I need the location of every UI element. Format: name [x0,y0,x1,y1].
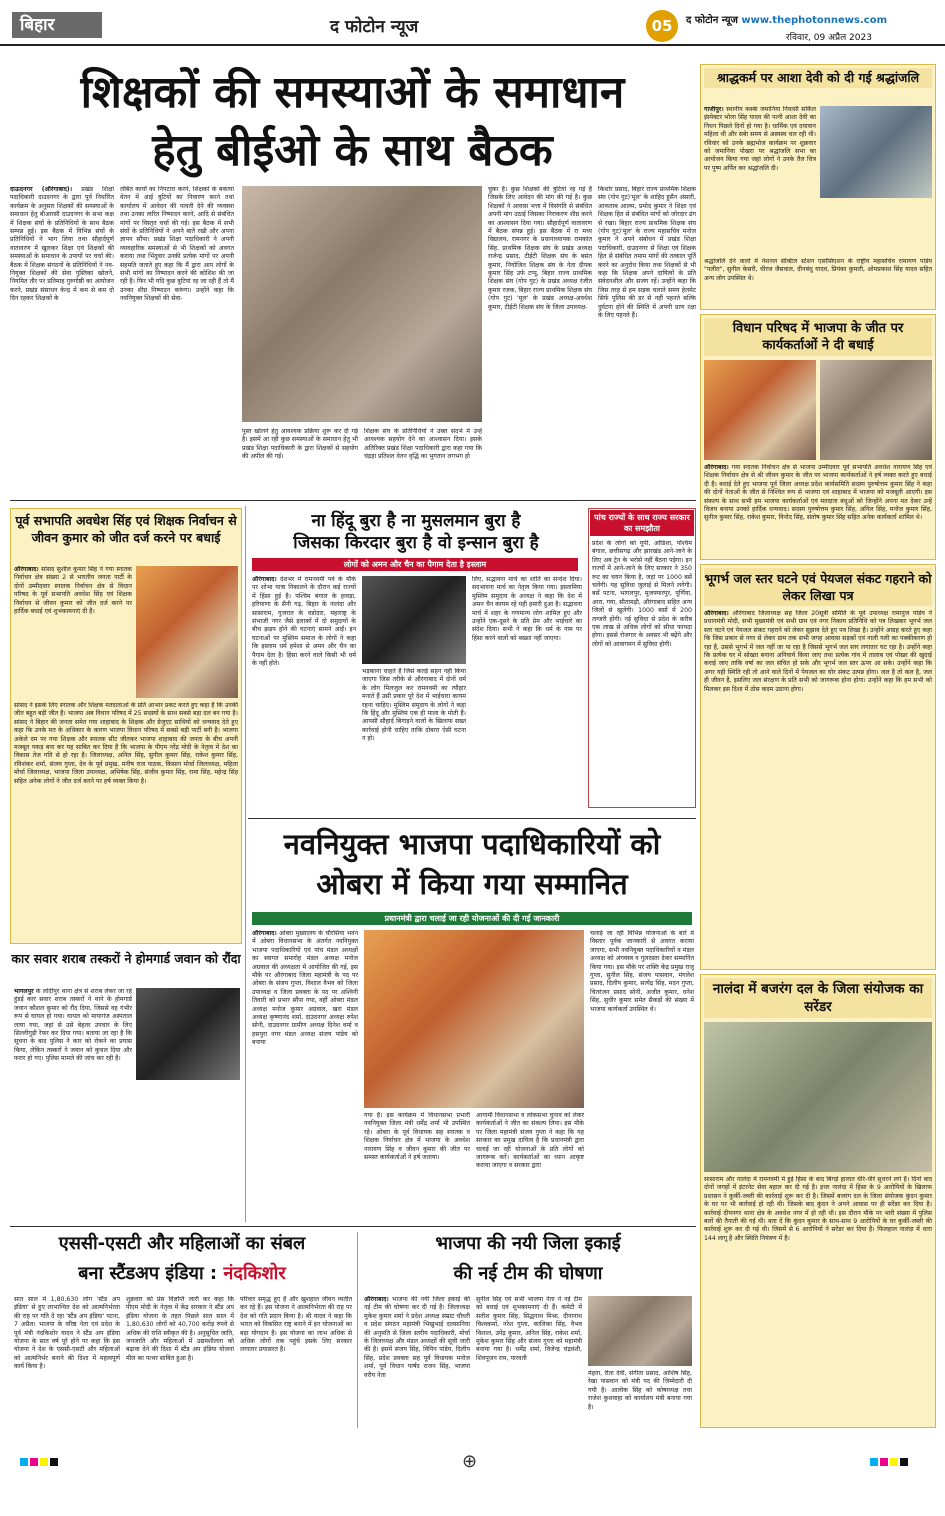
standup-col-1: सात साल में 1,80,630 लोग 'स्टैंड अप इंडिया' से हुए लाभान्वित देश को आत्मनिर्भरता की राह पर गति दे रहा 'स्टैंड अप इंडिया' पटना, 7 अप्रैल। भाजपा के वरिष्ठ नेता एवं प्रदेश के पूर्व मंत्री नंदकिशोर यादव ने स्टैंड अप इंडिया योजना के सात वर्ष पूरे होने पर कहा कि इस योजना ने देश के एससी-एसटी और महिलाओं को आत्मनिर्भर बनाने की दिशा में महत्वपूर्ण कार्य किया है। [14,1296,120,1371]
sammanit-strap: प्रधानमंत्री द्वारा चलाई जा रही योजनाओं की दी गई जानकारी [252,912,692,925]
sammanit-headline-1: नवनियुक्त भाजपा पदाधिकारियों को [283,827,661,861]
nalanda-photo [704,1022,932,1172]
homeguard-body [14,988,132,1084]
harmony-photo [362,576,466,664]
site-url[interactable]: www.thephotonnews.com [741,15,888,26]
candidate-photo-2 [820,360,932,460]
team-dateline: औरंगाबाद। [364,1296,389,1303]
standup-headline-2a: बना स्टैंडअप इंडिया : [78,1263,218,1284]
bhugarbh-dateline: औरंगाबाद। [704,610,729,617]
standup-col-3: परिवार समृद्ध हुए हैं और खुशहाल जीवन व्यतीत कर रहे हैं। इस योजना ने आत्मनिर्भरता की राह पर देश को गति प्रदान किया है। श्री यादव ने कहा कि भारत को विकसित राष्ट्र बनाने में इन योजनाओं का बड़ा योगदान है। इस योजना का लाभ अधिक से अधिक लोगों तक पहुंचे इसके लिए सरकार लगातार प्रयासरत है। [240,1296,352,1354]
homeguard-headline: कार सवार शराब तस्करों ने होमगार्ड जवान को रौंदा [11,951,241,966]
rule-lead [10,500,696,501]
awadhesh-body-1-text: सांसद सुशील कुमार सिंह ने गया स्नातक निर्वाचन क्षेत्र संख्या 2 से भारतीय जनता पार्टी के दोनों उम्मीदवार स्नातक निर्वाचन क्षेत्र से विधान परिषद के पूर्व सभापति अवधेश सिंह एवं शिक्षक निर्वाचन से जीवन कुमार को जीत दर्ज करने पर हार्दिक बधाई एवं शुभकामनाएं दी है। [14,566,132,616]
bhugarbh-body-text: औरंगाबाद जिलाध्यक्ष सह जिला 20सूत्री समिति के पूर्व उपाध्यक्ष रामानुज पांडेय ने प्रधानमंत्री मोदी, सभी मुख्यमंत्री एवं सभी ग्राम एवं नगर निकाय प्रतिनिधि को पत्र लिखकर भूगर्भ जल स्तर घटने एवं पेयजल संकट गहराने को लेकर सुझाव देते हुए पत्र लिखा है। उन्होंने आग्रह करते हुए कहा कि जिस प्रकार से नगर से लेकर ग्राम तक सभी जगह आवास सड़कों एवं नाली गली का पक्कीकरण हो रहा है, उससे भूगर्भ में जल नहीं जा पा रहा है जिससे भूगर्भ जल स्तर लगातार घट रहा है। उन्होंने कहा कि प्रत्येक घर में सोख्ता बनाना अनिवार्य किया जाए तथा प्रत्येक गांव में तालाब एवं पोखर की खुदाई कराई जाए ताकि वर्षा का जल संचित हो सके और भूगर्भ जल स्तर ऊपर आ सके। उन्होंने कहा कि अगर यही स्थिति रही तो आने वाले दिनों में पेयजल का घोर संकट उत्पन्न होगा। जल है तो कल है, जल ही जीवन है, इसलिए जल संरक्षण के प्रति सभी को जागरूक होना होगा। उन्होंने कहा कि हम सभी को मिलकर इस दिशा में ठोस कदम उठाना होगा। [704,610,932,693]
shraddhakarm-body-1 [704,106,816,256]
team-col-3: मेहता, रीता देवी, संगीता प्रसाद, आशिष सिंह, रेखा पासवान को मंत्री पद की जिम्मेदारी दी गयी है। आलोक सिंह को कोषाध्यक्ष तथा राजेश कुशवाहा को कार्यालय मंत्री बनाया गया है। [588,1370,692,1411]
shraddhakarm-headline: श्राद्धकर्म पर आशा देवी को दी गई श्रद्धांजलि [704,68,932,88]
harmony-headline-1: ना हिंदू बुरा है ना मुसलमान बुरा है [311,511,521,531]
page-number: 05 [646,10,678,42]
harmony-headline-2: जिसका किरदार बुरा है वो इन्सान बुरा है [293,533,539,553]
awadhesh-dateline: औरंगाबाद। [14,566,39,573]
nalanda-headline: नालंदा में बजरंग दल के जिला संयोजक का सरेंडर [704,978,932,1018]
lead-col-3: पुस्त खोलने हेतु आवश्यक प्रक्रिया शुरू कर दी गई है। इसमें आ रही कुछ समस्याओं के समाधान हेतु भी प्रखंड शिक्षा पदाधिकारी के द्वारा शिक्षकों से सहयोग की अपील की गई। [242,428,358,461]
rule-col-bottom [357,1232,358,1428]
sammanit-col-1-text: ओबरा मुख्यालय के चौरसिया भवन में ओबरा विधानसभा के अंतर्गत नवनियुक्त भाजपा पदाधिकारियों एवं पांच मंडल अध्यक्षों का स्वागत समारोह मंडल अध्यक्ष मनोज अग्रवाल की अध्यक्षता में आयोजित की गई, इस मौके पर औरंगाबाद जिला महामंत्री के पद पर ओबरा के संजय गुप्ता, विशाल वैभव को जिला उपाध्यक्ष व जिला प्रवक्ता के पद पर अश्विनी तिवारी को प्रभार सौंपा गया, वहीं ओबरा मंडल अध्यक्ष मनोज कुमार अग्रवाल, खरा मंडल अध्यक्ष कृष्णानंद शर्मा, दाउदनगर अध्यक्ष रुपेश सोनी, दाउदनगर ग्रामीण अध्यक्ष दिनेश वर्मा व हसपुरा नगर मंडल अध्यक्ष संजय पांडेय को बनाया [252,930,358,1047]
shraddhanjali-photo [820,106,932,198]
lead-col-1-text: प्रखंड शिक्षा पदाधिकारी दाउदनगर के द्वारा पूर्व निर्धारित कार्यक्रम के अनुसार शिक्षकों की समस्याओं के समाधान हेतु बीआरसी दाउदनगर के सभा कक्ष में शिक्षक संघों के प्रतिनिधियों के साथ बैठक सम्पन्न हुई। इस बैठक में विभिन्न संघों के प्रतिनिधियों ने भाग लिया तथा सौहार्दपूर्ण वातावरण में खुलकर शिक्षा एवं शिक्षकों की समस्याओं के समाधान के उपायों पर चर्चा की। बैठक में शिक्षक संगठनों के प्रतिनिधियों ने नव-नियुक्त शिक्षकों की सेवा पुस्तिका खोलने, नियमित तौर पर प्रतिमाह गुरुगोष्ठी का आयोजन करने, प्रखंड संसाधन केन्द्र में कम से कम दो दिन रहकर शिक्षकों के [10,186,114,303]
yellow-mark [40,1458,48,1466]
print-marks [0,1442,945,1516]
rule-col-left [245,506,246,1222]
sammanit-dateline: औरंगाबाद। [252,930,277,937]
site-prefix: द फोटोन न्यूज [686,15,738,26]
lead-col-1 [10,186,114,496]
rule-mid [248,818,696,819]
vidhan-parishad-dateline: औरंगाबाद। [704,464,729,471]
standup-col-2: शुक्रवार को प्रेस विज्ञप्ति जारी कर कहा कि पीएम मोदी के नेतृत्व में केंद्र सरकार ने स्टैंड अप इंडिया योजना के तहत पिछले सात साल में 1,80,630 लोगों को 40,700 करोड़ रुपये से अधिक की राशि स्वीकृत की है। अनुसूचित जाति, जनजाति और महिलाओं में उद्यमशीलता को बढ़ावा देने की दिशा में स्टैंड अप इंडिया योजना मील का पत्थर साबित हुआ है। [126,1296,234,1362]
masthead: द फोटोन न्यूज [330,17,419,37]
cyan-mark [20,1458,28,1466]
yellow-mark-right [890,1458,898,1466]
registration-mark: ⊕ [462,1451,478,1472]
team-headline-1: भाजपा की नयी जिला इकाई [435,1233,621,1254]
awadhesh-body-2: सांसद ने इसके लिए स्नातक और शिक्षक मतदाताओं के प्रति आभार प्रकट करते हुए कहा है कि उनकी जीत बहुत बड़ी जीत है। भाजपा अब विधान परिषद में 25 सदस्यों के साथ सबसे बड़ा दल बन गया है। सांसद ने बिहार की जनता समेत गया शाहाबाद के शिक्षक और ग्रेजुएट साथियों को धन्यवाद देते हुए कहा कि उनके मत के अधिकार के कारण भाजपा विधान परिषद में सबसे बड़ी पार्टी बनी है। भाजपा अकेले दम पर गया शिक्षक और स्नातक सीट जीतकर भाजपा शाहाबाद की जनता के बीच अपनी मजबूत पकड़ बना कर यह साबित कर दिया है कि भाजपा के पीएम नरेंद्र मोदी के नेतृत्व में देश का विकास तेज गति से हो रहा है। जिलाध्यक्ष, अनिल सिंह, सुनील कुमार सिंह, राकेश कुमार सिंह, रविशंकर शर्मा, संजय गुप्ता, देव के पूर्व प्रमुख, मनीष राज पाठक, किसान मोर्चा जिलाध्यक्ष, महिला मोर्चा जिलाध्यक्ष, भाजपा जिला उपाध्यक्ष, अभिषेक सिंह, संजीव कुमार सिंह, रामा सिंह, महेन्द्र सिंह सहित अनेक लोगों ने जीत दर्ज करने पर हर्ष व्यक्त किया है। [14,702,238,785]
sammanit-photo [364,930,584,1108]
section-tag: बिहार [12,12,102,38]
black-mark [50,1458,58,1466]
vidhan-parishad-body-text: गया स्नातक निर्वाचन क्षेत्र से भाजपा उम्मीदवार पूर्व सभापति अवधेश नारायण सिंह एवं शिक्षक निर्वाचन क्षेत्र से श्री जीवन कुमार के जीत पर भाजपा कार्यकर्ताओं ने हर्ष व्यक्त करते हुए बधाई दी है। बधाई देते हुए भाजपा पूर्व जिला अध्यक्ष प्रदेश कार्यसमिति सदस्य पुरुषोत्तम कुमार सिंह ने कहा की दोनों नेताओं के जीत से निश्चित रूप से भाजपा एवं शाहाबाद में भाजपा को मजबूती आएगी। इस संकल्प के साथ सभी हम भाजपा कार्यकर्ताओं एवं मतदाता बंधुओं को जिन्होंने अपना मत देकर उन्हें विजय बनाया उनको हार्दिक धन्यवाद। सदस्य पुरुषोत्तम कुमार सिंह, अनिल सिंह, मनोज कुमार सिंह, सुनील कुमार सिंह, राकेश कुमार, विनोद सिंह, संतोष कुमार सिंह सहित अनेक कार्यकर्ता शामिल थे। [704,464,932,522]
harmony-dateline: औरंगाबाद। [252,576,277,583]
harmony-col-1-text: देशभर में रामनवमी पर्व के मौके पर शोभा यात्रा निकालने के दौरान कई राज्यों में हिंसा हुई है। पश्चिम बंगाल के हावड़ा, हरियाणा के सैनी गढ़, बिहार के नालंदा और सासाराम, गुजरात के वडोदरा, महाराष्ट्र के संभाजी नगर जैसे इलाकों में दो समुदायों के बीच झड़प होने की घटनाएं सामने आईं। इन घटनाओं पर मुस्लिम समाज के लोगों ने कहा कि इस्लाम धर्म हमेशा से अमन और चैन का पैगाम देता है। हिंसा करने वाले किसी भी धर्म के नहीं होते। [252,576,356,668]
meeting-photo [242,186,482,422]
nalanda-body: सासाराम और नालंदा में रामनवमी में हुई हिंसा के बाद बिगड़े हालात धीरे-धीरे सुधरने लगे हैं। दिनों बाद दोनों जगहों में इंटरनेट सेवा बहाल कर दी गई है। इधर नालंदा में हिंसा के 9 आरोपियों के खिलाफ प्रशासन ने कुर्की-जब्ती की कार्रवाई शुरू कर दी है। जिसमें बजरंग दल के जिला संयोजक कुंदन कुमार के घर पर भी कार्रवाई हो रही थी। जिसके बाद कुंदन ने अपने आवास पर ही सरेंडर कर दिया है। कार्रवाई दीपनगर थाना क्षेत्र के अवधेश नगर में हो रही थी। इस दौरान मौके पर भारी संख्या में पुलिस बलों की तैनाती की गई थी। बता दें कि कुंदन कुमार के साथ-साथ 9 आरोपियों के घर कुर्की-जब्ती की कार्रवाई शुरू कर दी गई थी। जिसमें से 6 आरोपियों ने सरेंडर कर दिया है। फिलहाल नालंदा में धारा 144 लागू है और स्थिति नियंत्रण में है। [704,1176,932,1242]
standup-headline-1: एससी-एसटी और महिलाओं का संबल [58,1233,306,1254]
awadhesh-body-1 [14,566,132,698]
sammanit-col-3: आगामी विधानसभा व लोकसभा चुनाव को लेकर कार्यकर्ताओं ने जीत का संकल्प लिया। इस मौके पर जिला महामंत्री संजय गुप्ता ने कहा कि यह सरकार का प्रमुख दायित्व है कि प्रधानमंत्री द्वारा चलाई जा रही योजनाओं के प्रति लोगों को जागरूक करें। कार्यकर्ताओं का ध्यान आकृष्ट कराया जाएगा व सरकार द्वारा [476,1112,584,1170]
candidate-photo-1 [704,360,816,460]
five-states-body: प्रदेश के लोगों को यूपी, ओडिशा, पश्चिम बंगाल, छत्तीसगढ़ और झारखंड आने-जाने के लिए अब ट्रेन के भरोसे नहीं बैठना पड़ेगा। इन राज्यों में आने-जाने के लिए सरकार ने 350 रूट का चयन किया है, जहां पर 1000 बसें चलेंगी। यह सुविधा जुलाई से मिलने लगेगी। बसें पटना, भागलपुर, मुजफ्फरपुर, पूर्णिया, आरा, गया, सीतामढ़ी, औरंगाबाद सहित अन्य जिलों से खुलेंगी। 1000 बसों में 200 लग्जरी होंगी। नई सुविधा से प्रदेश के करीब एक लाख से अधिक लोगों को सीधा फायदा होगा। इससे रोजगार के अवसर भी बढ़ेंगे और लोगों को आवागमन में सुविधा होगी। [592,540,692,648]
harmony-col-2: भड़काना चाहते हैं जिसे कतई सहन नहीं किया जाएगा जिस तरीके से औरंगाबाद में दोनों धर्म के लोग मिलजुल कर रामनवमी का त्यौहार मनाते हैं उसी प्रकार पूरे देश में भाईचारा कायम रहना चाहिए। मुस्लिम समुदाय के लोगों ने कहा कि हिंदू और मुस्लिम एक ही माला के मोती हैं। आपसी सौहार्द बिगाड़ने वालों के खिलाफ सख्त कार्रवाई होनी चाहिए ताकि दोबारा ऐसी घटना न हो। [362,668,466,743]
homeguard-dateline: भागलपुर [14,988,34,995]
sammanit-headline-2: ओबरा में किया गया सम्मानित [316,867,628,901]
homeguard-photo [136,988,240,1080]
team-col-1-text: भाजपा की नयी जिला इकाई की नई टीम की घोषणा कर दी गई है। जिलाध्यक्ष मुकेश कुमार शर्मा ने प्रदेश अध्यक्ष सम्राट चौधरी व प्रदेश संगठन महामंत्री भिखुभाई दलसानिया की अनुमति से जिला स्तरीय पदाधिकारी, मोर्चा के जिलाध्यक्ष और मंडल अध्यक्षों की सूची जारी की है। इसमें संजय सिंह, विपिन पांडेय, दिलीप सिंह, प्रदेश प्रवक्ता सह पूर्व विधायक मनोज शर्मा, पूर्व विधान पार्षद राजन सिंह, भाजपा वरीय नेता [364,1296,470,1379]
issue-date: रविवार, 09 अप्रैल 2023 [786,33,872,43]
lead-col-4: शिक्षक संघ के प्रतिनिधियों ने उक्त संदर्भ में उन्हें आवश्यक सहयोग देने का आश्वासन दिया। इसके अतिरिक्त प्रखंड शिक्षा पदाधिकारी द्वारा कहा गया कि चंद्रहा प्रतिशत वेतन वृद्धि का भुगतान लगभग हो [364,428,482,461]
awadhesh-headline: पूर्व सभापति अवधेश सिंह एवं शिक्षक निर्वाचन से जीवन कुमार को जीत दर्ज करने पर बधाई [15,513,237,545]
harmony-col-1 [252,576,356,806]
lead-col-2: लंबित कार्यों का निपटारा करने, शिक्षकों के बकाया वेतन में आई त्रुटियों का निवारण करने तथा कार्यालय में आवेदन की पावती देने की व्यवस्था तथा उनका त्वरित निष्पादन करने, आदि से संबंधित मांगों पर विस्तृत चर्चा की गई। इस बैठक में सभी संघों के प्रतिनिधियों ने अपने बातें रखी और अपना ज्ञापन सौंपा। प्रखंड शिक्षा पदाधिकारी ने अपनी व्यावहारिक समस्याओं से भी शिक्षकों को अवगत कराया तथा भिंदुवार उनकी प्रत्येक मांगों पर अपनी सहमति जताते हुए कहा कि मैं द्वारा आप लोगों के सभी मांगों का निष्पादन करने की कोशिश की जा रही है। फिर भी यदि कुछ त्रुटियां रह जा रही हैं तो मैं उनका शीघ्र निष्पादन करूंगा। उन्होंने कहा कि नवनियुक्त शिक्षकों की सेवा- [120,186,234,303]
cyan-mark-right [870,1458,878,1466]
lead-col-5: चुका है। कुछ शिक्षकों की त्रुटियां रह गई हैं जिसके लिए आवेदन की मांग की गई है। कुछ शिक्षकों ने आवास भत्ता में विसंगति से संबंधित अपनी मांग उठाई जिसका निराकरण शीघ्र करने का आश्वासन दिया गया। सौहार्दपूर्ण वातावरण में बैठक संपन्न हुई। इस बैठक में रा मध्य विद्यालय, रामनगर के प्रधानाध्यापक रामकांत सिंह, प्राथमिक शिक्षक संघ के प्रखंड अध्यक्ष राजेन्द्र प्रसाद, टीईटी शिक्षक संघ के बसंत कुमार, नियोजित शिक्षक संघ के नेता दीपक कुमार सिंह उर्फ टप्पू, बिहार राज्य प्राथमिक शिक्षक संघ (गोप गुट) के प्रखंड अध्यक्ष रंजीत कुमार रजक, बिहार राज्य प्राथमिक शिक्षक संघ (गोप गुट) 'मूल' के प्रखंड अध्यक्ष-अवधेश कुमार, टीईटी शिक्षक संघ के जिला उपाध्यक्ष- [488,186,592,311]
awadhesh-photo [136,566,238,698]
shraddhakarm-dateline: गाजीपुर। [704,106,724,113]
team-col-1 [364,1296,470,1428]
team-col-2: सुनील सिंह एवं सभी भाजपा नेता ने नई टीम को बधाई एवं शुभकामनाएं दी हैं। कमेटी में सतीश कुमार सिंह, सिद्धनाथ मिश्रा, दीनानाथ विश्वकर्मा, नरेश गुप्ता, कालिका सिंह, वैभव विशाल, उपेंद्र कुमार, अनिल सिंह, राकेश शर्मा, मुकेश कुमार सिंह और संजय गुप्ता को महामंत्री बनाया गया है। धर्मेंद्र शर्मा, विजेन्द्र चंद्रवंशी, शिवपूजन राम, पारवती [476,1296,582,1362]
sammanit-col-1 [252,930,358,1222]
black-mark-right [900,1458,908,1466]
harmony-col-3: लिए, सद्भावना मार्च का शांति का सन्देश दिया। सदभावना मार्च का नेतृत्व किया गया। इस्लामिया मुस्लिम समुदाय के अध्यक्ष ने कहा कि देश में अमन चैन कायम रहे यही हमारी दुआ है। सद्भावना मार्च में शहर के गणमान्य लोग शामिल हुए और उन्होंने एक-दूसरे के प्रति प्रेम और भाईचारे का संदेश दिया। सभी ने कहा कि धर्म के नाम पर हिंसा करने वालों को बख्शा नहीं जाएगा। [472,576,582,642]
bhugarbh-headline: भूगर्भ जल स्तर घटने एवं पेयजल संकट गहराने को लेकर लिखा पत्र [704,568,932,606]
vidhan-parishad-body [704,464,932,556]
shraddhakarm-body-1-text: स्थानीय कस्बेा जमानिया निवासी सर्किल इंस्पेक्टर भोला सिंह यादव की पत्नी आशा देवी का निधन पिछले दिनों हो गया है। धार्मिक एवं दयावान महिला थी और सबेा समय से अस्वस्थ चल रही थी। रविवार को उनके ब्रह्मभोज कार्यक्रम पर शुक्रवार को जमानिया पोखरा पर श्रद्धांजलि सभा का आयोजन किया गया जहां लोगों ने उनके तैल चित्र पर पुष्प अर्पित कर श्रद्धांजलि दी। [704,106,816,172]
sammanit-col-2: गया है। इस कार्यक्रम में विधानसभा प्रभारी नवनियुक्त जिला मंत्री धर्मेंद्र शर्मा भी उपस्थित रहे। ओबरा के पूर्व विधायक सह स्नातक व शिक्षक निर्वाचन क्षेत्र में भाजपा के अवधेश नारायण सिंह व जीवन कुमार की जीत पर समस्त कार्यकर्ताओं ने हर्ष जताया। [364,1112,470,1162]
team-headline-2: की नई टीम की घोषणा [453,1263,603,1284]
lead-dateline: दाऊदनगर (औरंगाबाद)। [10,186,73,193]
harmony-strap: लोगों को अमन और चैन का पैगाम देता है इस्लाम [252,558,578,571]
lead-headline-2: हेतु बीईओ के साथ बैठक [152,125,553,176]
magenta-mark [30,1458,38,1466]
team-photo [588,1296,692,1366]
standup-headline-2 [10,1262,354,1286]
homeguard-body-text: के लोदीपुर थाना क्षेत्र से शराब लेकर जा रहे हुंडई कार सवार शराब तस्करों ने थाने के होमगार्ड जवान कौशल कुमार को रौंद दिया, जिससे वह गंभीर रूप से घायल हो गया। घायल को मायागंज अस्पताल लाया गया, जहां से उसे बेहतर उपचार के लिए सिल्लीगुड़ी रेफर कर दिया गया। बताया जा रहा है कि सूचना के बाद पुलिस ने कार को रोकने का प्रयास किया, लेकिन तस्करों ने जवान को कुचल दिया और फरार हो गए। पुलिस मामले की जांच कर रही है। [14,988,132,1063]
rule-bottom [10,1226,696,1227]
sammanit-col-4: चलाई जा रही विभिन्न योजनाओं के बारे में विस्तार पूर्वक जानकारी से अवगत कराया जाएगा, सभी नवनियुक्त पदाधिकारियों व मंडल अध्यक्ष को अंगवस्त्र व गुलदस्ता देकर सम्मानित किया गया। इस मौके पर शक्ति केंद्र प्रमुख राजू गुप्ता, सुनील सिंह, संजय पासवान, मंगलेश प्रसाद, दिलीप कुमार, सत्येंद्र सिंह, मदन गुप्ता, चितरंजन प्रसाद सोनी, अजीत कुमार, धनेश सिंह, सुधीर कुमार समेत सैकड़ों की संख्या में भाजपा कार्यकर्ता उपस्थित थे। [590,930,694,1013]
standup-headline-2b: नंदकिशोर [223,1263,286,1284]
lead-headline-1: शिक्षकों की समस्याओं के समाधान [80,67,625,118]
five-states-headline: पांच राज्यों के साथ राज्य सरकार का समझौता [590,510,694,536]
lead-col-6: किशोर प्रसाद, बिहार राज्य प्राथमिक शिक्षक संघ (गोप गुट)'मूल' के शाहिद हुसैन अंसारी, आफताब आलम, प्रमोद कुमार ने शिक्षा एवं शिक्षक हित से संबंधित मांगों को जोरदार ढंग से रखा। बिहार राज्य प्राथमिक शिक्षक संघ (गोप गुट)'मूल' के राज्य महासचिव मनोज कुमार ने अपने संबोधन में प्रखंड शिक्षा पदाधिकारी, दाउदनगर से शिक्षा एवं शिक्षक हित से संबंधित तमाम मांगों की तत्काल पूर्ति करने का अनुरोध किया तथा शिक्षकों से भी कहा कि शिक्षक अपने दायित्वों के प्रति संवेदनशील और सजग रहें। उन्होंने कहा कि जिस तरह से हम सड़क चलाते समय हेलमेट सिर्फ पुलिस की डर से नहीं पहनते बल्कि दुर्घटना होने की स्थिति में अपनी प्राण रक्षा के लिए पहनते हैं। [598,186,696,320]
vidhan-parishad-headline: विधान परिषद में भाजपा के जीत पर कार्यकर्ताओं ने दी बधाई [704,318,932,356]
bhugarbh-body [704,610,932,966]
magenta-mark-right [880,1458,888,1466]
shraddhakarm-body-2: श्रद्धांजलि देने वालों में नेशनल सेक्टिल स्टेशन एसोसिएशन के राष्ट्रीय महासचिव रामायण पांडेय "पलीत", सुनील केसरी, धीरज जैसवाल, दीनबंधु यादव, प्रियंका कुमारी, ओमप्रकाश सिंह यादव सहित अन्य लोग उपस्थित थे। [704,258,932,282]
site-line [686,12,887,26]
